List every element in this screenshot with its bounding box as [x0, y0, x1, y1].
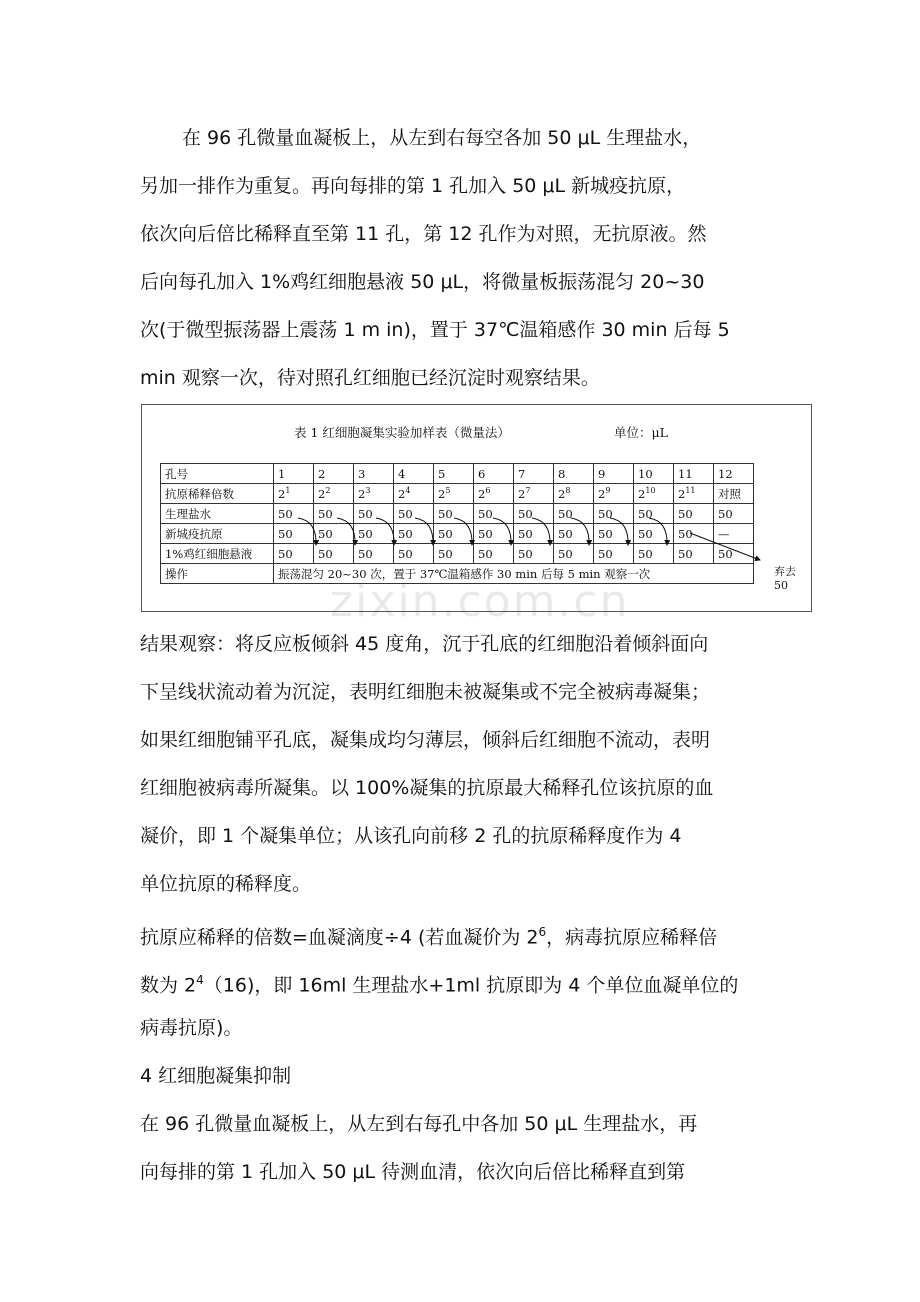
text-line: 红细胞被病毒所凝集。以 100%凝集的抗原最大稀释孔位该抗原的血	[140, 777, 714, 799]
table-cell: 50	[434, 524, 474, 544]
text-line: 后向每孔加入 1%鸡红细胞悬液 50 μL，将微量板振荡混匀 20~30	[140, 271, 705, 293]
table-cell: 50	[274, 544, 314, 564]
text-line: 另加一排作为重复。再向每排的第 1 孔加入 50 μL 新城疫抗原，	[140, 175, 686, 197]
intro-paragraph-cont	[140, 162, 790, 402]
table-cell: 50	[554, 524, 594, 544]
table-cell: 50	[634, 544, 674, 564]
table-row	[161, 564, 754, 584]
table-cell: 11	[674, 464, 714, 484]
text-line: 4 红细胞凝集抑制	[140, 1065, 292, 1087]
table-cell: 50	[434, 544, 474, 564]
text-line: 单位抗原的稀释度。	[140, 873, 312, 895]
table-cell: 9	[594, 464, 634, 484]
row-header: 生理盐水	[161, 504, 274, 524]
table-cell: $2^1$	[274, 484, 314, 504]
text-line: 结果观察：将反应板倾斜 45 度角，沉于孔底的红细胞沿着倾斜面向	[140, 633, 709, 655]
table-cell: 50	[394, 504, 434, 524]
table-cell: 50	[514, 504, 554, 524]
table-cell: 50	[634, 524, 674, 544]
table-cell: 12	[714, 464, 754, 484]
text-line: 依次向后倍比稀释直至第 11 孔，第 12 孔作为对照，无抗原液。然	[140, 223, 707, 245]
text-line: 向每排的第 1 孔加入 50 μL 待测血清，依次向后倍比稀释直到第	[140, 1161, 686, 1183]
text-line: 如果红细胞铺平孔底，凝集成均匀薄层，倾斜后红细胞不流动，表明	[140, 729, 711, 751]
table-cell: 50	[594, 524, 634, 544]
table-cell: 50	[314, 544, 354, 564]
text-line: 抗原应稀释的倍数=血凝滴度÷4 (若血凝价为 $2^6$，病毒抗原应稀释倍	[140, 925, 718, 949]
table-cell: 10	[634, 464, 674, 484]
watermark: zixin.com.cn	[330, 576, 630, 627]
table-cell: 50	[594, 544, 634, 564]
table-cell: 50	[314, 524, 354, 544]
table-cell: $2^9$	[594, 484, 634, 504]
text-line: 在 96 孔微量血凝板上，从左到右每空各加 50 μL 生理盐水，	[182, 127, 702, 149]
table-row	[161, 504, 754, 524]
table-cell: 50	[554, 544, 594, 564]
table-cell: 50	[474, 504, 514, 524]
text-line: 下呈线状流动着为沉淀，表明红细胞未被凝集或不完全被病毒凝集；	[140, 681, 711, 703]
result-paragraph	[140, 620, 790, 908]
text-line: 数为 $2^4(16)$，即 16ml 生理盐水+1ml 抗原即为 4 个单位血凝单位的	[140, 973, 739, 997]
text-line: 病毒抗原)。	[140, 1017, 243, 1039]
table-cell: 50	[594, 504, 634, 524]
intro-paragraph	[140, 114, 832, 162]
table-unit: 单位：μL	[614, 425, 668, 440]
discard-note: 弃去 50	[774, 565, 796, 592]
table-cell: 50	[274, 524, 314, 544]
operation-cell: 振荡混匀 20~30 次，置于 37℃温箱感作 30 min 后每 5 min 观察一次	[274, 564, 754, 584]
row-header: 新城疫抗原	[161, 524, 274, 544]
table-cell: $2^5$	[434, 484, 474, 504]
table-cell: 6	[474, 464, 514, 484]
table-cell: 7	[514, 464, 554, 484]
text-line: min 观察一次，待对照孔红细胞已经沉淀时观察结果。	[140, 367, 600, 389]
formula-paragraph	[140, 908, 790, 1052]
table-cell: $2^7$	[514, 484, 554, 504]
table-cell: 对照	[714, 484, 754, 504]
table-cell: 50	[394, 544, 434, 564]
text-line: 在 96 孔微量血凝板上，从左到右每孔中各加 50 μL 生理盐水，再	[140, 1113, 698, 1135]
table-row	[161, 464, 754, 484]
table-cell: 8	[554, 464, 594, 484]
table-cell: $2^{11}$	[674, 484, 714, 504]
table-cell: 50	[354, 524, 394, 544]
table-cell: 50	[394, 524, 434, 544]
table-cell: 50	[554, 504, 594, 524]
row-header: 抗原稀释倍数	[161, 484, 274, 504]
table-cell: 1	[274, 464, 314, 484]
table-cell: 50	[674, 504, 714, 524]
table-cell: 50	[514, 524, 554, 544]
table-title: 表 1 红细胞凝集实验加样表（微量法）	[294, 425, 510, 440]
table-cell: 50	[634, 504, 674, 524]
row-header: 孔号	[161, 464, 274, 484]
table-cell: —	[714, 524, 754, 544]
table-cell: 50	[714, 544, 754, 564]
table-cell: 50	[474, 544, 514, 564]
table-cell: 50	[354, 544, 394, 564]
table-row	[161, 484, 754, 504]
table-row	[161, 544, 754, 564]
table-cell: $2^4$	[394, 484, 434, 504]
table-cell: $2^8$	[554, 484, 594, 504]
table-cell: 50	[314, 504, 354, 524]
table-cell: 4	[394, 464, 434, 484]
table-cell: 50	[434, 504, 474, 524]
table-cell: 50	[514, 544, 554, 564]
text-line: 次(于微型振荡器上震荡 1 m in)，置于 37℃温箱感作 30 min 后每 5	[140, 319, 730, 341]
row-header: 1%鸡红细胞悬液	[161, 544, 274, 564]
table-cell: $2^{10}$	[634, 484, 674, 504]
table-cell: 50	[714, 504, 754, 524]
section-heading	[140, 1052, 790, 1100]
table-cell: 3	[354, 464, 394, 484]
table-cell: 2	[314, 464, 354, 484]
table-cell: $2^2$	[314, 484, 354, 504]
text-line: 凝价，即 1 个凝集单位；从该孔向前移 2 孔的抗原稀释度作为 4	[140, 825, 682, 847]
table-cell: $2^6$	[474, 484, 514, 504]
table-cell: 50	[354, 504, 394, 524]
table-cell: 50	[674, 524, 714, 544]
table-cell: $2^3$	[354, 484, 394, 504]
table-figure	[141, 404, 812, 612]
table-cell: 50	[274, 504, 314, 524]
table-cell: 5	[434, 464, 474, 484]
section-paragraph	[140, 1100, 790, 1196]
table-row	[161, 524, 754, 544]
table-cell: 50	[674, 544, 714, 564]
row-header: 操作	[161, 564, 274, 584]
table-cell: 50	[474, 524, 514, 544]
sample-table	[160, 463, 754, 584]
